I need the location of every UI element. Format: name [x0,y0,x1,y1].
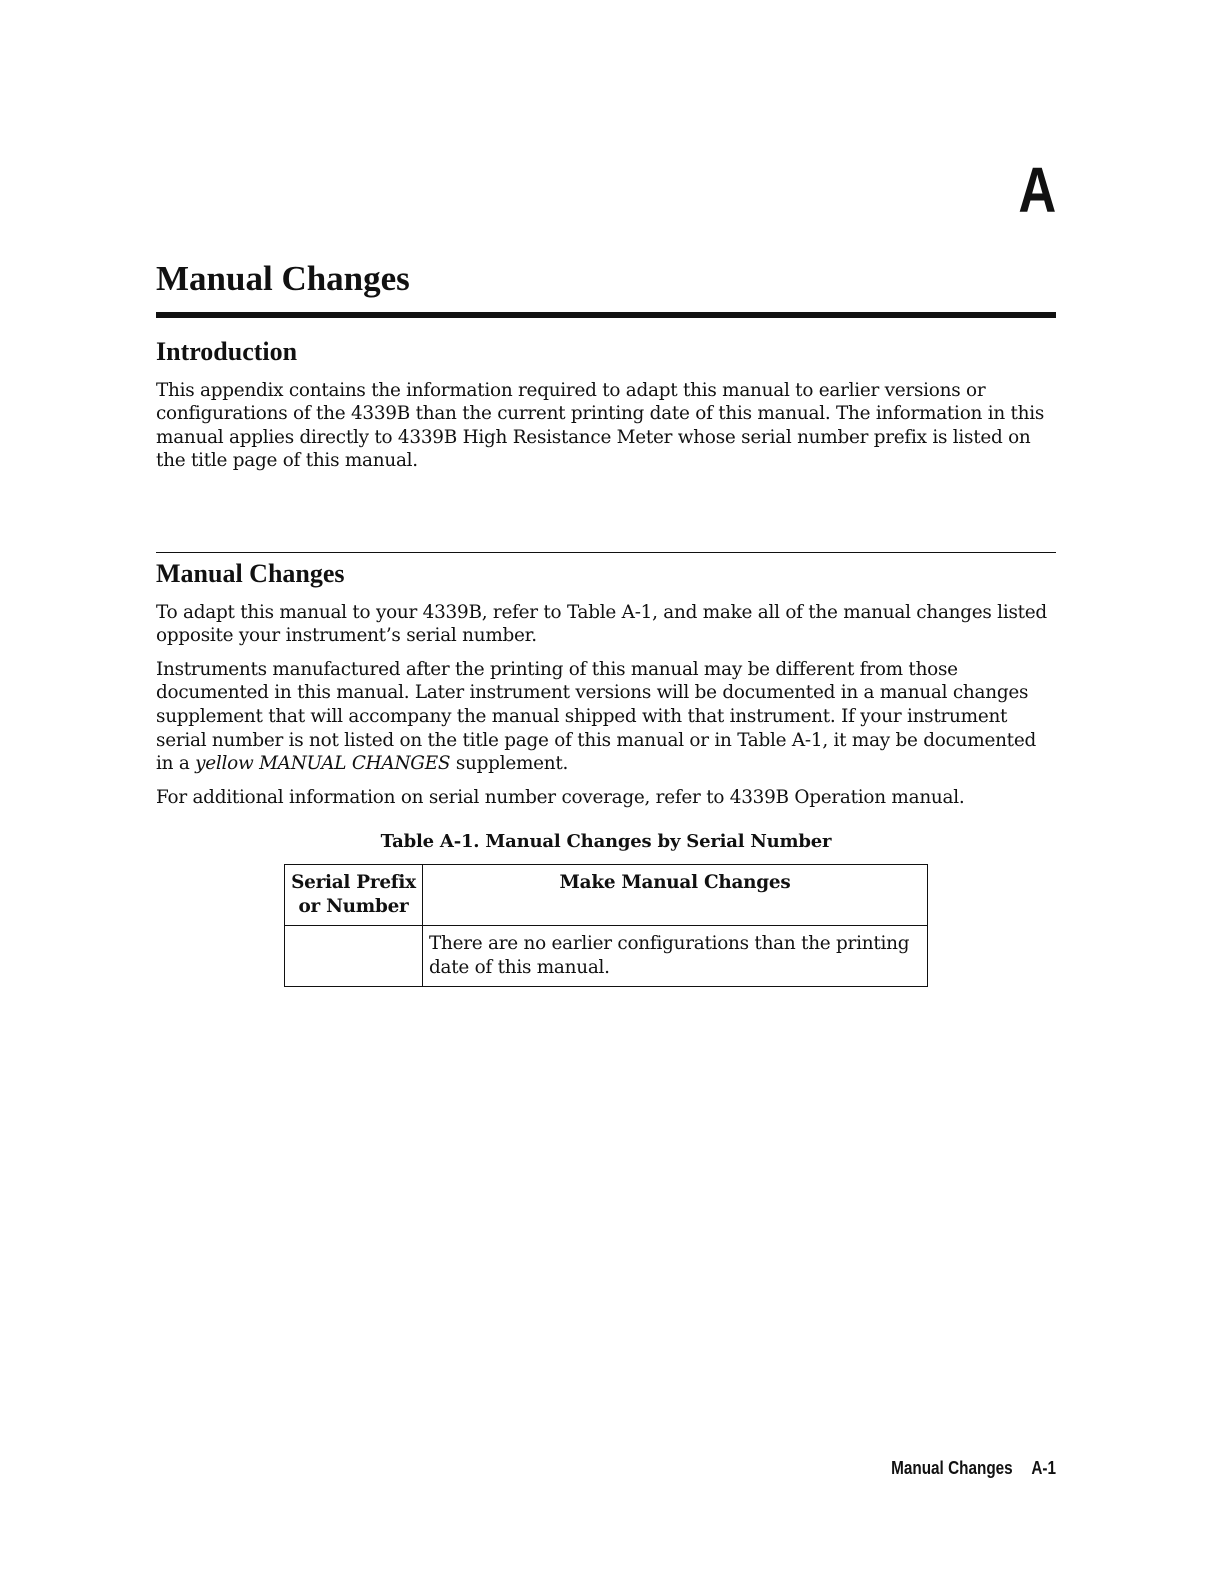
manual-changes-paragraph-3: For additional information on serial number coverage, refer to 4339B Operation manual. [156,786,965,808]
introduction-heading: Introduction [156,337,298,366]
table-cell-serial [285,926,423,987]
footer-page-number: A-1 [1031,1458,1056,1478]
chapter-title: Manual Changes [156,259,410,298]
paragraph-2-emphasis: yellow MANUAL CHANGES [195,753,451,775]
table-header-serial: Serial Prefix or Number [285,865,423,926]
table-header-changes: Make Manual Changes [423,865,928,926]
introduction-section [156,338,1056,483]
manual-changes-heading: Manual Changes [156,559,345,588]
manual-changes-paragraph-1: To adapt this manual to your 4339B, refer to Table A-1, and make all of the manual changes listed opposite your instrument’s serial number. [156,601,1047,647]
introduction-paragraph: This appendix contains the information required to adapt this manual to earlier versions or configurations of the 4339B than the current printing date of this manual. The information in this manual applies directly to 4339B High Resistance Meter whose serial number prefix is listed on the title page of this manual. [156,379,1045,472]
table-cell-changes: There are no earlier configurations than the printing date of this manual. [423,926,928,987]
chapter-rule [156,312,1056,318]
page-footer [891,1458,1056,1479]
footer-section-title: Manual Changes [891,1458,1013,1478]
chapter-letter: A [1018,154,1056,226]
manual-changes-paragraph-2 [156,658,1056,776]
paragraph-2-text-start: Instruments manufactured after the printing of this manual may be different from those documented in this manual. Later instrument versions will be documented in a manual changes supplement that will accompany the manual shipped with that instrument. If your instrument serial number is not listed on the title page of this manual or in Table A-1, it may be documented in a [156,658,1036,775]
paragraph-2-text-end: supplement. [450,753,569,775]
section-divider [156,552,1056,553]
table-header-row [285,865,928,926]
manual-page [156,0,1056,1584]
manual-changes-section [156,560,1056,987]
manual-changes-table [284,864,928,987]
table-caption: Table A-1. Manual Changes by Serial Number [380,831,832,853]
table-row [285,926,928,987]
